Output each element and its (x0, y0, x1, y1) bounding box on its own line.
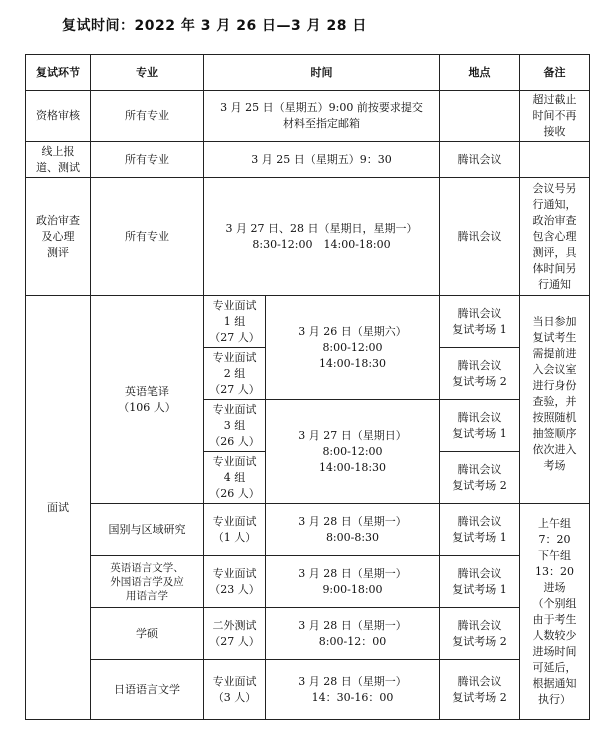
table-row (26, 296, 590, 348)
table-row (26, 91, 590, 142)
group-cell: 专业面试 2 组 （27 人） (204, 348, 266, 400)
major-cell: 所有专业 (91, 91, 204, 142)
header-major: 专业 (91, 55, 204, 91)
table-row (26, 178, 590, 296)
place-cell: 腾讯会议 复试考场 1 (440, 400, 520, 452)
place-cell: 腾讯会议 (440, 178, 520, 296)
major-cell: 学硕 (91, 608, 204, 660)
note-cell (520, 142, 590, 178)
schedule-table (25, 54, 590, 720)
header-time: 时间 (204, 55, 440, 91)
major-cell: 国别与区域研究 (91, 504, 204, 556)
group-cell: 专业面试 （1 人） (204, 504, 266, 556)
place-cell (440, 91, 520, 142)
page-title: 复试时间：2022 年 3 月 26 日—3 月 28 日 (62, 18, 367, 34)
time-cell: 3 月 28 日（星期一） 8:00-8:30 (266, 504, 440, 556)
major-cell: 英语笔译 （106 人） (91, 296, 204, 504)
time-cell: 3 月 27 日（星期日） 8:00-12:00 14:00-18:30 (266, 400, 440, 504)
table-row (26, 556, 590, 608)
major-cell: 所有专业 (91, 142, 204, 178)
time-cell: 3 月 28 日（星期一） 8:00-12：00 (266, 608, 440, 660)
group-cell: 二外测试 （27 人） (204, 608, 266, 660)
table-row (26, 608, 590, 660)
table-row (26, 504, 590, 556)
group-cell: 专业面试 1 组 （27 人） (204, 296, 266, 348)
group-cell: 专业面试 3 组 （26 人） (204, 400, 266, 452)
stage-cell: 政治审查 及心理 测评 (26, 178, 91, 296)
major-cell: 日语语言文学 (91, 660, 204, 720)
time-cell: 3 月 28 日（星期一） 14：30-16：00 (266, 660, 440, 720)
time-cell: 3 月 25 日（星期五）9:00 前按要求提交 材料至指定邮箱 (204, 91, 440, 142)
note-cell: 会议号另 行通知， 政治审查 包含心理 测评，具 体时间另 行通知 (520, 178, 590, 296)
place-cell: 腾讯会议 复试考场 2 (440, 608, 520, 660)
group-cell: 专业面试 4 组 （26 人） (204, 452, 266, 504)
group-cell: 专业面试 （3 人） (204, 660, 266, 720)
header-place: 地点 (440, 55, 520, 91)
table-row (26, 142, 590, 178)
place-cell: 腾讯会议 复试考场 1 (440, 504, 520, 556)
time-cell: 3 月 28 日（星期一） 9:00-18:00 (266, 556, 440, 608)
table-row (26, 660, 590, 720)
stage-cell: 资格审核 (26, 91, 91, 142)
place-cell: 腾讯会议 复试考场 1 (440, 296, 520, 348)
note-cell: 超过截止 时间不再 接收 (520, 91, 590, 142)
header-row (26, 55, 590, 91)
header-note: 备注 (520, 55, 590, 91)
note-cell: 当日参加 复试考生 需提前进 入会议室 进行身份 查验，并 按照随机 抽签顺序 依次进入 考场 (520, 296, 590, 504)
place-cell: 腾讯会议 复试考场 2 (440, 660, 520, 720)
place-cell: 腾讯会议 复试考场 2 (440, 452, 520, 504)
major-cell: 所有专业 (91, 178, 204, 296)
place-cell: 腾讯会议 (440, 142, 520, 178)
stage-cell: 面试 (26, 296, 91, 720)
note-cell: 上午组 7：20 下午组 13：20 进场 （个别组 由于考生 人数较少 进场时间 可延后， 根据通知 执行） (520, 504, 590, 720)
header-stage: 复试环节 (26, 55, 91, 91)
time-cell: 3 月 25 日（星期五）9：30 (204, 142, 440, 178)
time-cell: 3 月 26 日（星期六） 8:00-12:00 14:00-18:30 (266, 296, 440, 400)
stage-cell: 线上报 道、测试 (26, 142, 91, 178)
group-cell: 专业面试 （23 人） (204, 556, 266, 608)
major-cell: 英语语言文学、 外国语言学及应 用语言学 (91, 556, 204, 608)
place-cell: 腾讯会议 复试考场 1 (440, 556, 520, 608)
time-cell: 3 月 27 日、28 日（星期日，星期一） 8:30-12:00 14:00-18:00 (204, 178, 440, 296)
place-cell: 腾讯会议 复试考场 2 (440, 348, 520, 400)
